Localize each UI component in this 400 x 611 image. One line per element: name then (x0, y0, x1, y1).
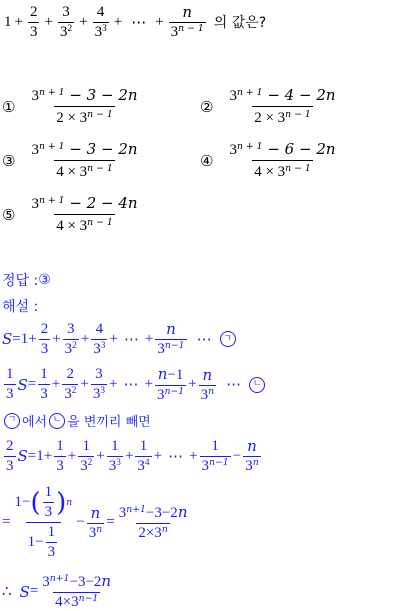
explanation-eq-2: 1 3 S = $\frac{1}{3}$ + $\frac{2}{3^2}$ + $\frac{3}{3^3}$ + ⋯ + $\frac{n-1}{3^{n-1}}$ + $\frac{n}{3^n}$ ⋯ ㄴ (2, 365, 267, 404)
fraction-term: $\frac{2}{3}$ (29, 3, 38, 40)
plus-sign: + (44, 13, 53, 30)
explanation-eq-3: 2 3 S =1+ $\frac{1}{3}$ + $\frac{1}{3^2}$ + $\frac{1}{3^3}$ + $\frac{1}{3^4}$ + ⋯ + $\frac{1}{3^{n-1}}$ − $\frac{n}{3^n}$ (6, 437, 259, 474)
option-4[interactable]: ④ $3^{n + 1} - 6 - 2n$ $4 \times 3^{n - 1}$ (200, 140, 336, 180)
answer-label: 정답 : (2, 273, 39, 289)
option-5[interactable]: ⑤ $3^{n + 1} - 2 - 4n$ $4 \times 3^{n - 1}$ (2, 194, 138, 234)
mark-1: ㄱ (220, 331, 236, 347)
option-2[interactable]: ② $3^{n + 1} - 4 - 2n$ $2 \times 3^{n - 1}$ (200, 86, 336, 126)
option-1[interactable]: ① $3^{n + 1} - 3 - 2n$ $2 \times 3^{n - 1}$ (2, 86, 138, 126)
plus-sign: + (79, 13, 88, 30)
explanation-conclusion: ∴ S = $\frac{3^{n+1}-3-2n}{4\times 3^{n-1}}$ (2, 572, 112, 610)
question-tail: 의 값은? (213, 15, 267, 31)
explanation-text: ㄱ 에서 ㄴ 을 변끼리 빼면 (2, 411, 151, 430)
ellipsis: ⋯ (131, 14, 147, 31)
explanation-eq-1: S =1+ $\frac{2}{3}$ + $\frac{3}{3^2}$ + $\frac{4}{3^3}$ + ⋯ + $\frac{n}{3^{n-1}}$ ⋯ ㄱ (2, 320, 238, 358)
fraction-term: $\frac{3}{3^2}$ (59, 3, 73, 40)
explanation-eq-4: = 1− ( 1 3 ) n 1− $\frac{1}{3}$ − $\frac{n}{3^n}$ = $\frac{3^{n+1}-3-2n}{2\times 3^n}$ (2, 484, 188, 560)
mark-2: ㄴ (249, 377, 265, 393)
answer-value: ③ (38, 272, 51, 288)
explanation-label: 해설 : (2, 299, 39, 315)
plus-sign: + (155, 13, 164, 30)
answer-line (2, 270, 51, 290)
question-expression (4, 0, 266, 44)
fraction-term: $\frac{4}{3^3}$ (94, 3, 107, 40)
term-one: 1 (4, 13, 12, 30)
fraction-term-general: $\frac{n}{3^{n - 1}}$ (170, 3, 204, 40)
plus-sign: + (14, 13, 23, 30)
plus-sign: + (113, 13, 123, 30)
option-3[interactable]: ③ $3^{n + 1} - 3 - 2n$ $4 \times 3^{n - 1}$ (2, 140, 138, 180)
